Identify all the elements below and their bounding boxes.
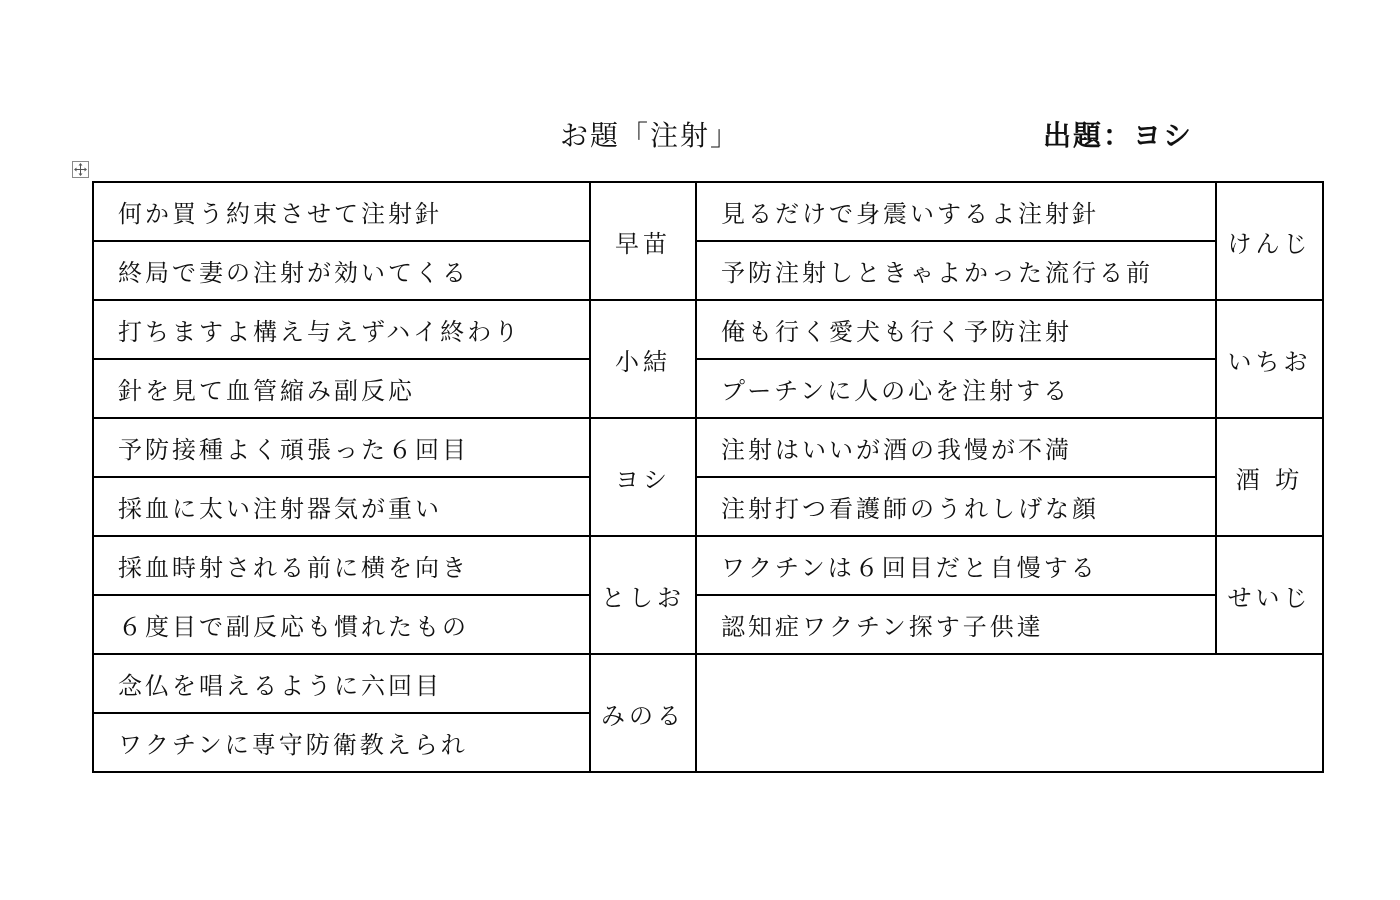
author-cell: けんじ [1216, 182, 1323, 300]
author-cell: みのる [590, 654, 696, 772]
poem-cell: 予防注射しときゃよかった流行る前 [696, 241, 1216, 300]
author-cell: 酒 坊 [1216, 418, 1323, 536]
poem-cell: 針を見て血管縮み副反応 [93, 359, 590, 418]
poem-cell: ワクチンは６回目だと自慢する [696, 536, 1216, 595]
author-cell: 早苗 [590, 182, 696, 300]
poem-cell: 注射はいいが酒の我慢が不満 [696, 418, 1216, 477]
poem-table [92, 181, 1324, 773]
poem-cell: 何か買う約束させて注射針 [93, 182, 590, 241]
poem-cell: 念仏を唱えるように六回目 [93, 654, 590, 713]
author-cell: せいじ [1216, 536, 1323, 654]
poem-cell: 見るだけで身震いするよ注射針 [696, 182, 1216, 241]
poem-cell: ワクチンに専守防衛教えられ [93, 713, 590, 772]
page-title: お題「注射」 [560, 119, 741, 152]
poem-cell: プーチンに人の心を注射する [696, 359, 1216, 418]
poem-cell: 予防接種よく頑張った６回目 [93, 418, 590, 477]
table-row [93, 182, 1323, 241]
setter-label: 出題：ヨシ [1043, 119, 1194, 152]
poem-cell: 打ちますよ構え与えずハイ終わり [93, 300, 590, 359]
table-row [93, 300, 1323, 359]
poem-cell: ６度目で副反応も慣れたもの [93, 595, 590, 654]
empty-cell [696, 654, 1323, 772]
table-row [93, 241, 1323, 300]
table-row [93, 536, 1323, 595]
table-row [93, 418, 1323, 477]
author-cell: 小結 [590, 300, 696, 418]
poem-cell: 俺も行く愛犬も行く予防注射 [696, 300, 1216, 359]
poem-cell: 採血に太い注射器気が重い [93, 477, 590, 536]
poem-cell: 終局で妻の注射が効いてくる [93, 241, 590, 300]
poem-cell: 認知症ワクチン探す子供達 [696, 595, 1216, 654]
poem-cell: 採血時射される前に横を向き [93, 536, 590, 595]
table-row [93, 595, 1323, 654]
table-move-handle-icon[interactable] [72, 161, 89, 178]
poem-cell: 注射打つ看護師のうれしげな顔 [696, 477, 1216, 536]
author-cell: としお [590, 536, 696, 654]
table-row [93, 359, 1323, 418]
author-cell: いちお [1216, 300, 1323, 418]
table-row [93, 654, 1323, 713]
table-row [93, 477, 1323, 536]
author-cell: ヨシ [590, 418, 696, 536]
